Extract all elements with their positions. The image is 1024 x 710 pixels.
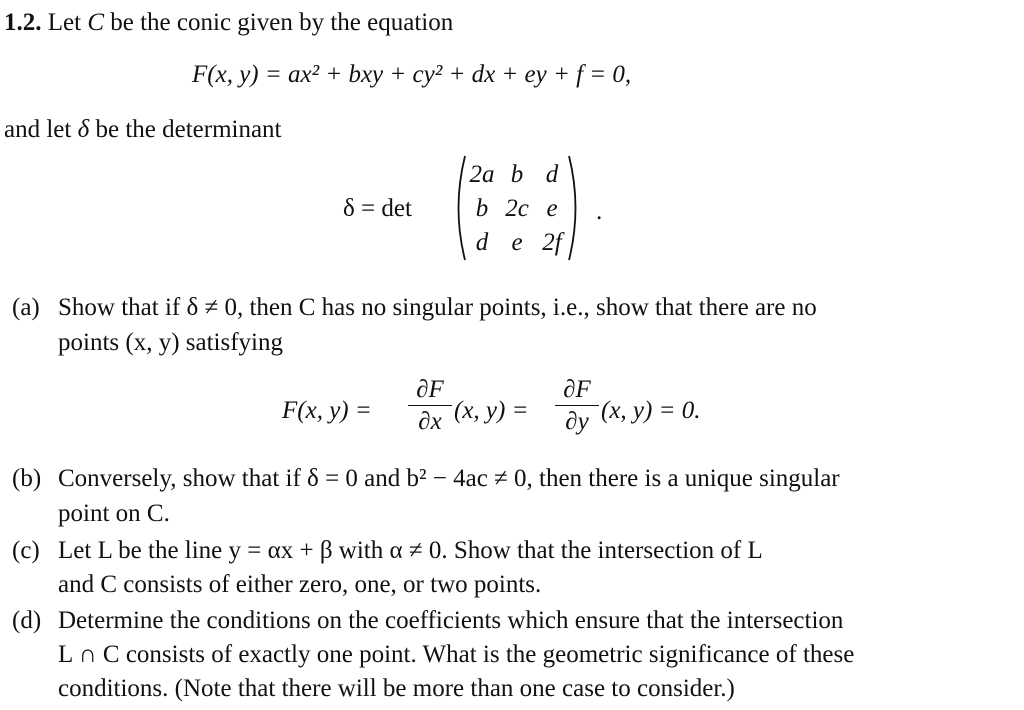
partial-fraction-y: [555, 377, 599, 434]
matrix-cell: e: [511, 229, 523, 256]
partial-eq-end: (x, y) = 0.: [601, 397, 701, 424]
matrix-cell: b: [510, 161, 524, 188]
part-a-line2: points (x, y) satisfying: [58, 329, 283, 356]
part-d-line1: Determine the conditions on the coefficients which ensure that the intersection: [58, 607, 844, 634]
problem-heading-line: [4, 10, 453, 35]
matrix-cell: b: [475, 195, 489, 222]
part-c-line2: and C consists of either zero, one, or two points.: [58, 571, 542, 598]
part-b-line2: point on C.: [58, 500, 170, 527]
determinant-intro: [4, 117, 282, 142]
lead-in-text-b: be the determinant: [89, 116, 282, 143]
matrix-cell: 2c: [505, 195, 529, 222]
part-d-label: (d): [12, 607, 42, 634]
conic-equation: F(x, y) = ax² + bxy + cy² + dx + ey + f = 0,: [192, 61, 632, 88]
intro-var-c: C: [87, 9, 105, 36]
part-c-label: (c): [12, 537, 40, 564]
part-b-label: (b): [12, 465, 42, 492]
lead-in-text-a: and let: [4, 116, 78, 143]
determinant-period: .: [596, 198, 603, 225]
fraction-bar: [555, 405, 599, 406]
part-b-line1: Conversely, show that if δ = 0 and b² − 4ac ≠ 0, then there is a unique singular: [58, 465, 840, 492]
part-a-label: (a): [12, 294, 40, 321]
intro-text-a: Let: [47, 9, 88, 36]
matrix: [450, 154, 603, 262]
intro-text-b: be the conic given by the equation: [104, 9, 454, 36]
matrix-cell: e: [546, 195, 558, 222]
partial-eq-lhs: F(x, y) =: [282, 397, 372, 424]
part-d-line2: L ∩ C consists of exactly one point. What is the geometric significance of these: [58, 641, 855, 668]
part-d-line3: conditions. (Note that there will be more than one case to consider.): [58, 675, 735, 702]
fraction-bar: [408, 405, 452, 406]
fraction-numerator: ∂F: [563, 376, 591, 403]
fraction-denominator: ∂y: [565, 408, 589, 435]
matrix-cell: d: [545, 161, 559, 188]
determinant-lhs: δ = det: [343, 195, 412, 222]
matrix-cell: 2f: [542, 229, 562, 256]
part-a-line1: Show that if δ ≠ 0, then C has no singular points, i.e., show that there are no: [58, 294, 817, 321]
fraction-numerator: ∂F: [416, 376, 444, 403]
part-c-line1: Let L be the line y = αx + β with α ≠ 0. Show that the intersection of L: [58, 537, 763, 564]
problem-number: 1.2.: [4, 9, 42, 36]
matrix-cell: d: [475, 229, 489, 256]
lead-in-delta: δ: [77, 116, 90, 143]
partial-fraction-x: [408, 377, 452, 434]
matrix-cell: 2a: [469, 161, 495, 188]
fraction-denominator: ∂x: [418, 408, 442, 435]
partial-eq-mid: (x, y) =: [454, 397, 529, 424]
